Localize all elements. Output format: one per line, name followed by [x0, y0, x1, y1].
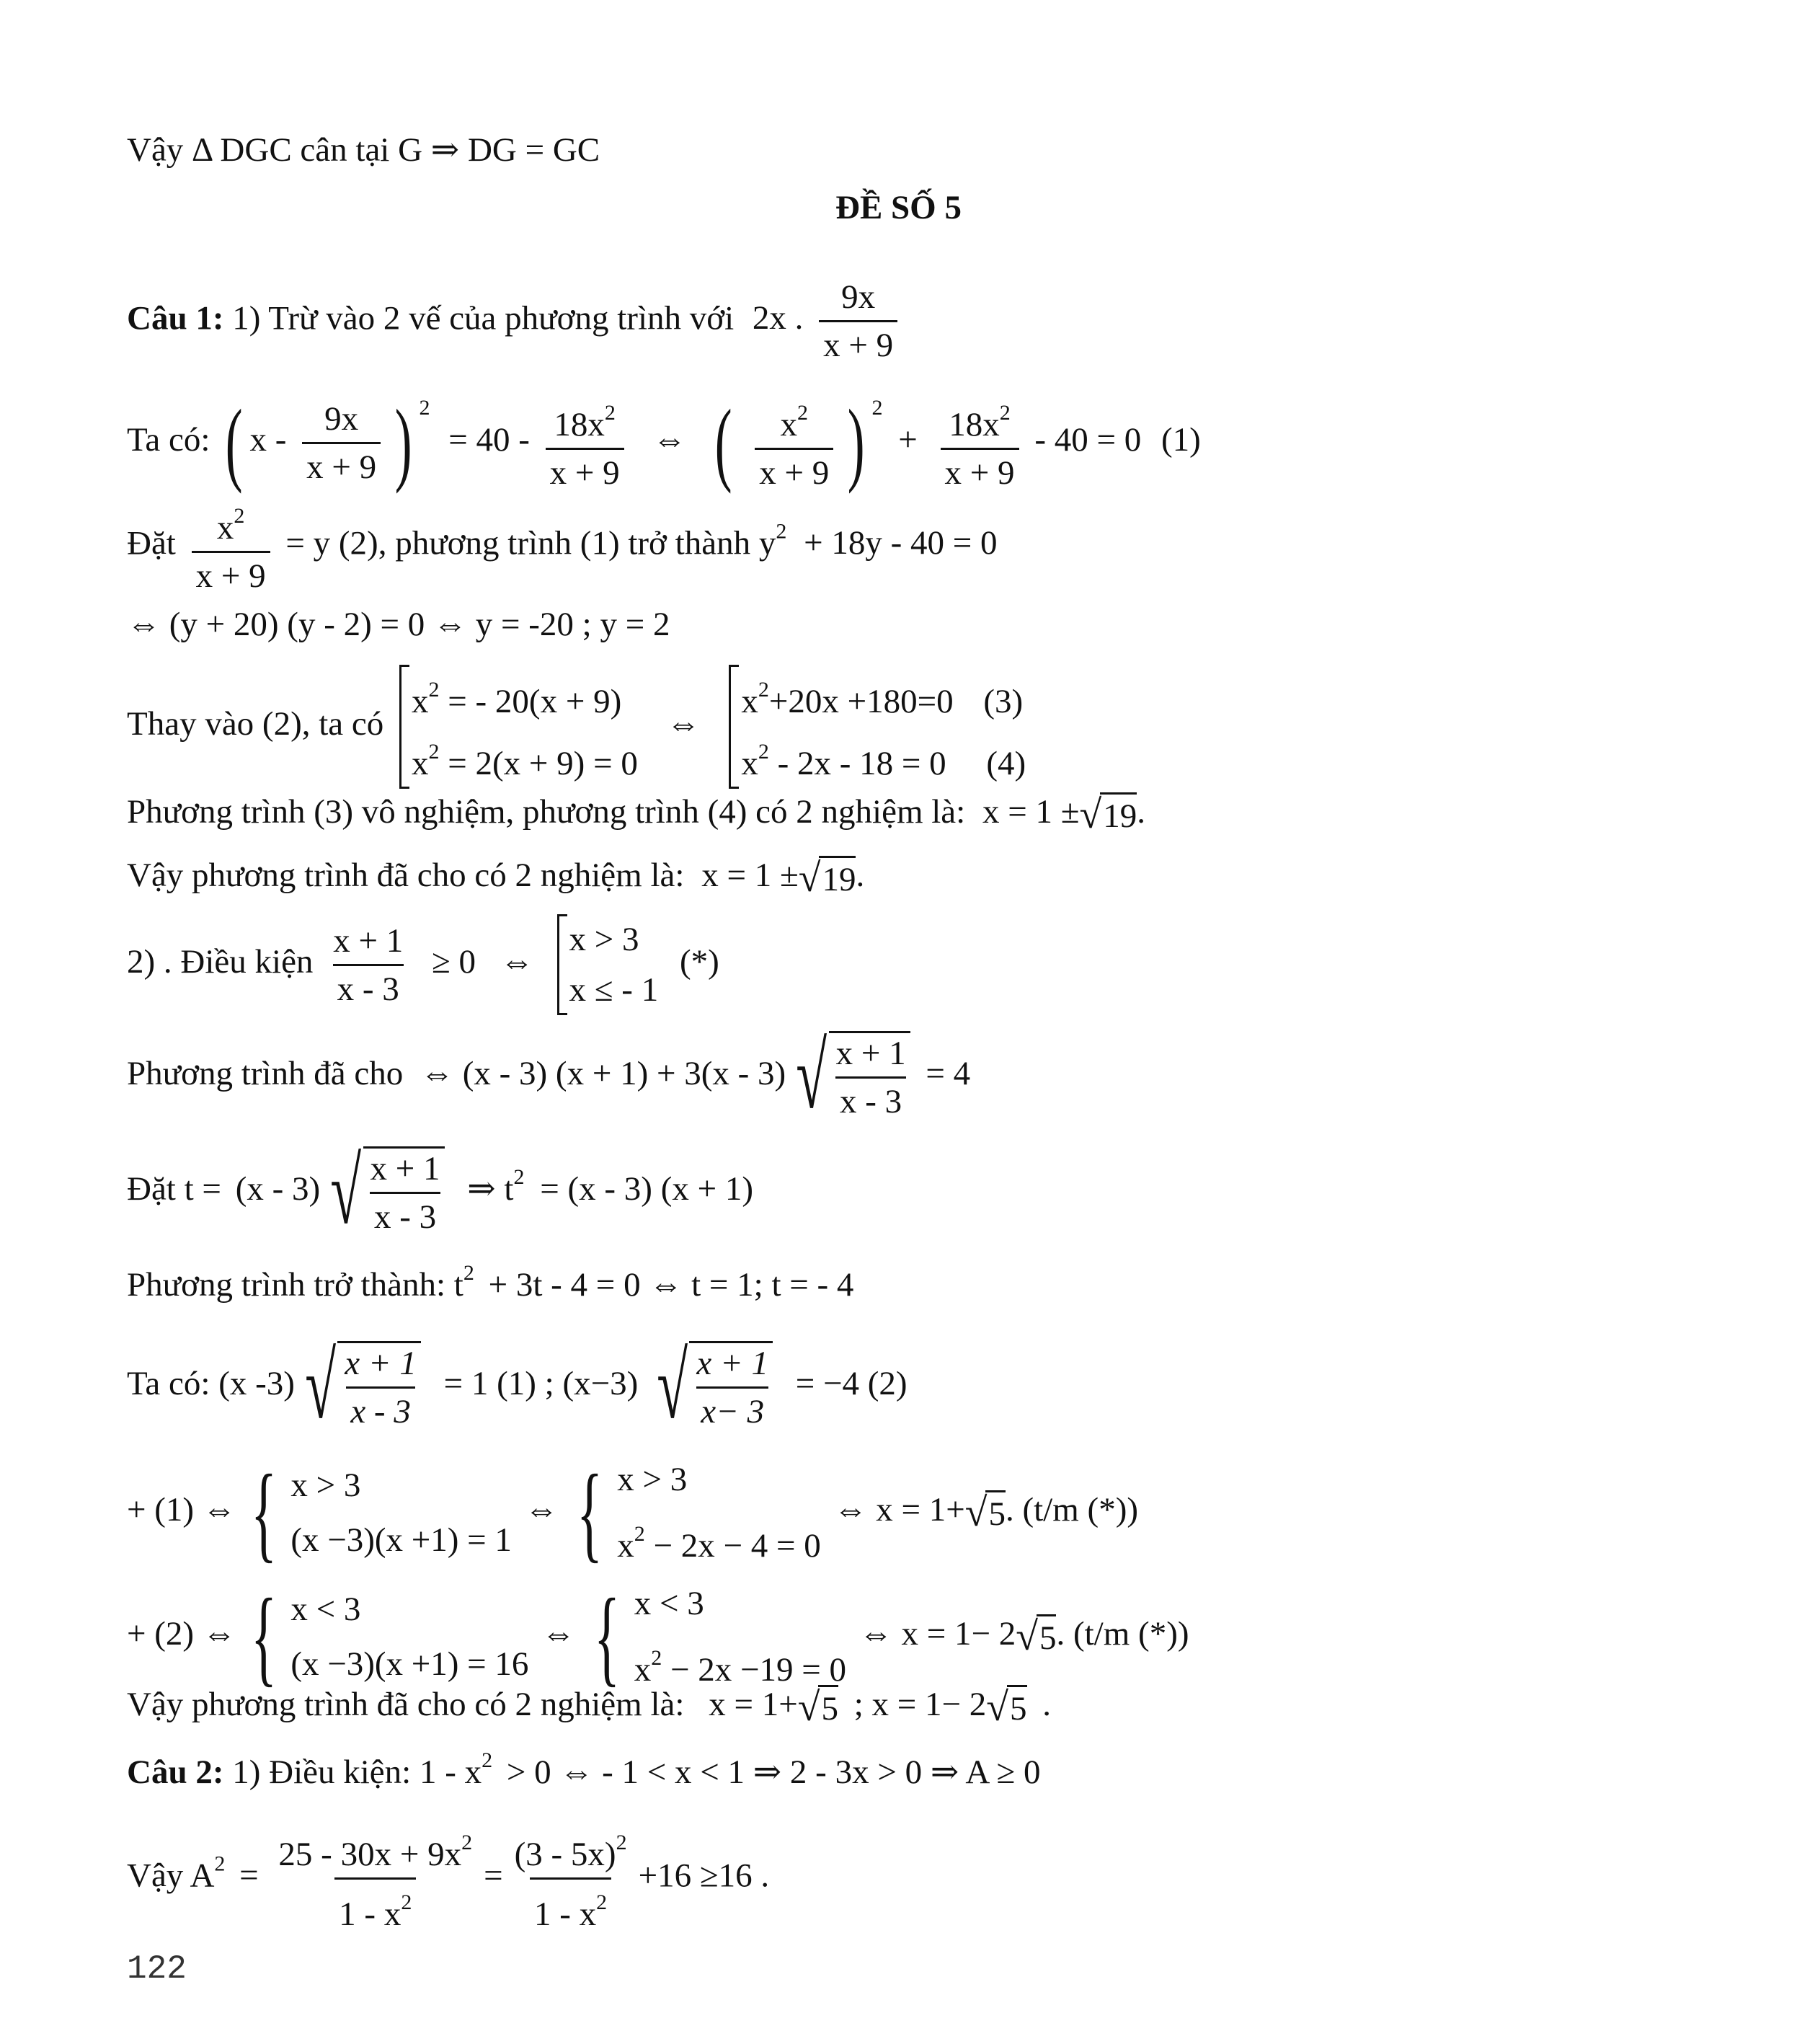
iff-symbol: ⇔: [524, 1490, 559, 1528]
expr-text: > 0 ⇔ - 1 < x < 1 ⇒ 2 - 3x > 0 ⇒ A ≥ 0: [506, 1753, 1041, 1791]
expr-text: = y (2), phương trình (1) trở thành y: [285, 524, 776, 562]
exponent: 2: [634, 1522, 645, 1546]
frac-den: x + 9: [819, 320, 897, 366]
frac-num: 9x: [841, 278, 876, 316]
case2-line: + (2) ⇔ { x < 3 (x −3)(x +1) = 16 ⇔ { x < 3 $x^2 - 2x -19 = 0$ ⇔ x = 1− 2 √ 5 . (t/m (*)): [127, 1577, 1189, 1696]
fraction-a2-b: [510, 1823, 631, 1934]
sys-row: x > 3: [617, 1461, 688, 1498]
paren-open: (: [714, 391, 732, 495]
fraction-18x2-over-x9: [546, 393, 624, 493]
iff-symbol: ⇔: [666, 704, 701, 743]
solution-text: x = 1 ±: [982, 793, 1080, 831]
factor-line: ⇔ (y + 20) (y - 2) = 0 ⇔ y = -20 ; y = 2: [127, 606, 670, 643]
expr-text: Vậy A: [127, 1857, 215, 1895]
sys-row: − 2x −19 = 0: [670, 1651, 846, 1689]
exponent: 2: [596, 1890, 608, 1914]
expr-text: Phương trình (3) vô nghiệm, phương trình (4) có 2 nghiệm là:: [127, 793, 966, 831]
fraction-x1-over-x3: [366, 1149, 445, 1237]
sys-var: x: [412, 683, 429, 720]
radicand: 5: [985, 1490, 1006, 1536]
exponent: 2: [214, 1851, 226, 1876]
frac-den: x + 9: [192, 551, 270, 596]
thay-line: [127, 665, 1033, 789]
cau2-label: Câu 2:: [127, 1753, 224, 1791]
sys-var: x: [617, 1527, 634, 1565]
expr-text: + (1) ⇔: [127, 1490, 236, 1528]
expr-text: . (t/m (*)): [1005, 1490, 1138, 1528]
expr-text: Ta có: (x -3): [127, 1364, 295, 1402]
exponent: 2: [776, 519, 787, 544]
exponent: 2: [871, 396, 883, 420]
frac-den: x - 3: [370, 1192, 440, 1237]
expr-text: = (x - 3) (x + 1): [540, 1169, 754, 1208]
fraction-x1-over-x3: [329, 921, 407, 1009]
solution-text: ⇔ x = 1+: [833, 1490, 965, 1528]
sys-row: (x −3)(x +1) = 1: [290, 1521, 512, 1559]
radicand: 5: [1007, 1685, 1027, 1730]
exponent: 2: [651, 1646, 662, 1670]
frac-den: x + 9: [941, 448, 1019, 493]
period: .: [1137, 793, 1146, 831]
exponent: 2: [999, 400, 1011, 425]
vay-line-1: Vậy phương trình đã cho có 2 nghiệm là: x = 1 ± √ 19 .: [127, 856, 865, 901]
expr-text: Vậy phương trình đã cho có 2 nghiệm là:: [127, 1686, 685, 1723]
sys-row: x < 3: [634, 1585, 704, 1622]
frac-den: x + 9: [302, 442, 381, 487]
frac-num: x + 1: [345, 1345, 417, 1382]
bracket-system-2: [729, 665, 1026, 789]
dieu-kien-line: [127, 914, 719, 1015]
frac-num: 18x: [949, 405, 1000, 443]
dat-line: [127, 496, 998, 596]
bracket-condition: [557, 914, 659, 1015]
expr-text: Đặt t =: [127, 1169, 221, 1208]
exponent: 2: [428, 678, 440, 702]
fraction-9x-over-x9: [819, 277, 897, 366]
expr-text: - 40 = 0: [1034, 421, 1142, 459]
exponent: 2: [797, 400, 808, 425]
frac-num: 18x: [554, 405, 605, 443]
sys-row: x ≤ - 1: [569, 971, 659, 1009]
case1-line: + (1) ⇔ { x > 3 (x −3)(x +1) = 1 ⇔ { x > 3 $x^2 - 2x - 4 = 0$ ⇔ x = 1+ √ 5 . (t/m (*)): [127, 1453, 1138, 1572]
radicand: 5: [1037, 1614, 1057, 1660]
fraction-ital: [340, 1343, 421, 1432]
sys-row: = 2(x + 9) = 0: [448, 745, 638, 782]
equation-tag: (4): [986, 745, 1026, 782]
frac-den: x− 3: [701, 1393, 765, 1430]
exponent: 2: [234, 504, 245, 528]
taco-sqrt-line: Ta có: (x -3) √ $\frac{x + 1}{x - 3}$ = 1 (1) ; (x−3) √ $\frac{x + 1}{x- 3}$ = −4 (2): [127, 1335, 908, 1438]
frac-den: 1 - x: [339, 1895, 401, 1933]
paren-close: ): [394, 391, 412, 495]
sys-var: x: [741, 745, 758, 782]
exponent: 2: [616, 1831, 627, 1854]
solution-text: ⇔ x = 1− 2: [858, 1614, 1016, 1653]
exponent: 2: [513, 1164, 525, 1189]
fraction-a2: [274, 1823, 476, 1934]
frac-num: (3 - 5x): [514, 1836, 616, 1873]
paren-open: (: [225, 391, 243, 495]
cau1-intro-line: [127, 277, 905, 366]
expr-text: . (t/m (*)): [1056, 1614, 1189, 1653]
intro-line: Vậy Δ DGC cân tại G ⇒ DG = GC: [127, 131, 600, 169]
expr-text: (x - 3): [235, 1169, 321, 1208]
sys-row: (x −3)(x +1) = 16: [290, 1645, 529, 1683]
sys-row: − 2x − 4 = 0: [653, 1527, 821, 1565]
expr-text: Vậy phương trình đã cho có 2 nghiệm là:: [127, 857, 685, 894]
expr-text: + 18y - 40 = 0: [804, 524, 998, 562]
fraction-x2-over-x9: [755, 393, 833, 493]
expr-text: 1) Điều kiện: 1 - x: [232, 1753, 482, 1791]
sys-row: = - 20(x + 9): [448, 683, 622, 720]
expr-text: ⇒ t: [467, 1169, 514, 1208]
sys-row: +20x +180=0: [768, 683, 954, 720]
system-case2-a: [290, 1582, 528, 1691]
pt-tro-thanh-line: [127, 1252, 853, 1306]
iff-symbol: ⇔: [652, 421, 687, 459]
exponent: 2: [428, 740, 440, 764]
bracket-system-1: [399, 665, 638, 789]
cau1-p1-expr: 2x .: [752, 299, 804, 337]
expr-text: Phương trình đã cho: [127, 1054, 404, 1092]
solution-text: x = 1+: [709, 1686, 798, 1723]
paren-close: ): [847, 391, 865, 495]
expr-text: = 40 -: [448, 421, 530, 459]
expr-text: 2) . Điều kiện: [127, 942, 314, 981]
fraction-9x-over-x9: [302, 399, 381, 487]
radicand: 19: [819, 856, 856, 901]
thay-label: Thay vào (2), ta có: [127, 704, 384, 743]
frac-den: x + 9: [755, 448, 833, 493]
expr-text: = 1 (1) ; (x−3): [443, 1364, 639, 1402]
expr-text: Phương trình trở thành: t: [127, 1266, 463, 1304]
sys-row: x > 3: [569, 921, 639, 958]
frac-num: 9x: [324, 399, 359, 438]
sys-row: x < 3: [290, 1590, 361, 1628]
cau2-line-2: [127, 1823, 769, 1934]
frac-den: x - 3: [350, 1393, 411, 1430]
frac-den: x + 9: [546, 448, 624, 493]
radicand: 19: [1100, 792, 1137, 838]
equation-tag: (1): [1161, 421, 1201, 459]
frac-den: x - 3: [333, 964, 404, 1009]
frac-num: x: [780, 405, 797, 443]
frac-den: 1 - x: [534, 1895, 597, 1933]
frac-num: x + 1: [696, 1345, 768, 1382]
exponent: 2: [401, 1890, 412, 1914]
frac-num: x: [216, 509, 234, 547]
page-number: 122: [127, 1950, 187, 1988]
dat-label: Đặt: [127, 524, 176, 562]
radicand: 5: [818, 1685, 838, 1730]
sys-var: x: [634, 1651, 652, 1689]
exponent: 2: [758, 740, 769, 764]
frac-num: 25 - 30x + 9x: [278, 1836, 462, 1873]
iff-symbol: ⇔: [500, 942, 534, 981]
iff-symbol: ⇔: [541, 1614, 576, 1653]
expr-text: + (2) ⇔: [127, 1614, 236, 1653]
taco-label: Ta có:: [127, 421, 210, 459]
expr-text: = 4: [926, 1054, 971, 1092]
frac-num: x + 1: [333, 921, 404, 960]
expr-text: ≥ 0: [431, 942, 476, 981]
exponent: 2: [419, 396, 430, 420]
frac-den: x - 3: [835, 1076, 906, 1122]
system-case1-b: [617, 1452, 821, 1573]
sys-var: x: [741, 683, 758, 720]
expr-text: + 3t - 4 = 0 ⇔ t = 1; t = - 4: [488, 1266, 854, 1304]
solution-text: x = 1 ±: [701, 857, 799, 894]
expr-text: = −4 (2): [795, 1364, 908, 1402]
sys-var: x: [412, 745, 429, 782]
sys-row: x > 3: [290, 1466, 361, 1504]
section-title: ĐỀ SỐ 5: [835, 189, 962, 226]
fraction-ital: [692, 1343, 773, 1432]
frac-num: x + 1: [835, 1035, 906, 1072]
period: .: [856, 857, 865, 894]
pt3-line: Phương trình (3) vô nghiệm, phương trình (4) có 2 nghiệm là: x = 1 ± √ 19 .: [127, 792, 1146, 838]
expr-text: =: [239, 1857, 259, 1895]
system-case1-a: [290, 1458, 512, 1567]
period: .: [1042, 1686, 1051, 1723]
expr-text: =: [484, 1857, 503, 1895]
plus-symbol: +: [898, 421, 918, 459]
pt-da-cho-line: Phương trình đã cho ⇔ (x - 3) (x + 1) + 3(x - 3) √ $\frac{x + 1}{x - 3}$ = 4: [127, 1025, 971, 1128]
cau2-line-1: [127, 1739, 1041, 1794]
equation-tag: (*): [679, 942, 719, 981]
expr-text: x -: [249, 421, 287, 459]
exponent: 2: [482, 1748, 493, 1772]
expr-text: +16 ≥16 .: [638, 1857, 770, 1895]
dat-t-line: Đặt t = (x - 3) √ $\frac{x + 1}{x - 3}$ ⇒ $t^2 = (x - 3) (x + 1)$: [127, 1140, 754, 1244]
exponent: 2: [758, 678, 769, 702]
fraction-x2-over-x9: [192, 496, 270, 596]
frac-num: x + 1: [370, 1150, 440, 1187]
exponent: 2: [461, 1831, 473, 1854]
taco-equation-line: [127, 386, 1201, 493]
final-answer-line: Vậy phương trình đã cho có 2 nghiệm là: x = 1+ √ 5 ; x = 1− 2 √ 5 .: [127, 1685, 1051, 1730]
fraction-18x2-over-x9: [941, 393, 1019, 493]
fraction-x1-over-x3: [832, 1033, 910, 1122]
cau1-p1-text: 1) Trừ vào 2 vế của phương trình với: [232, 299, 735, 337]
sys-row: - 2x - 18 = 0: [777, 745, 946, 782]
equation-tag: (3): [983, 683, 1024, 720]
exponent: 2: [463, 1261, 474, 1285]
expr-text: ⇔ (x - 3) (x + 1) + 3(x - 3): [420, 1054, 786, 1092]
solution-text: ; x = 1− 2: [853, 1686, 987, 1723]
system-case2-b: [634, 1576, 846, 1697]
exponent: 2: [604, 400, 616, 425]
cau1-label: Câu 1:: [127, 299, 224, 337]
